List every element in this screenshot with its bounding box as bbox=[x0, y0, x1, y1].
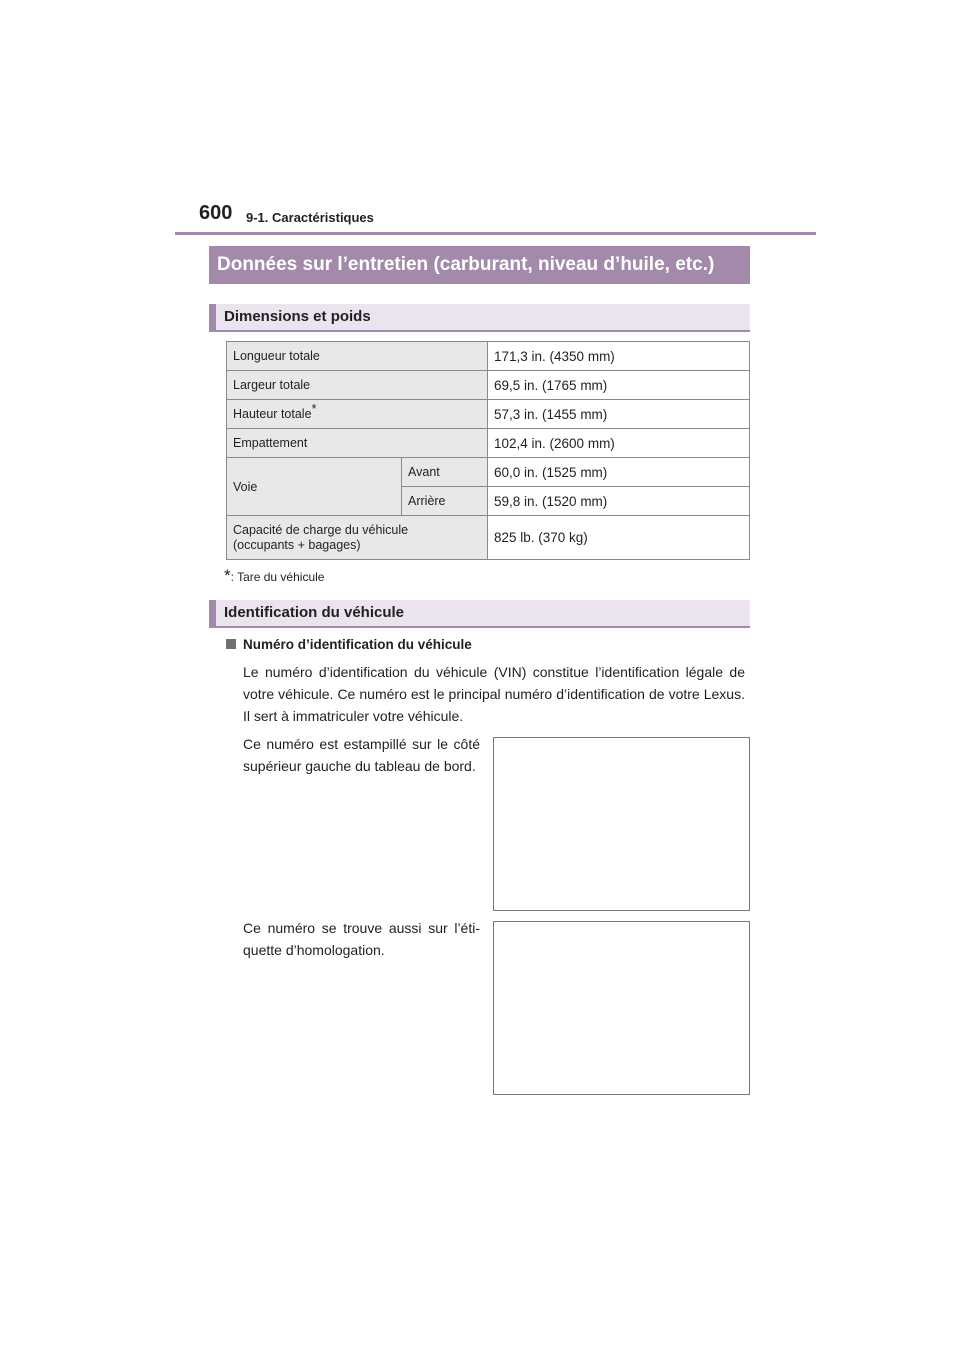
table-cell-value: 171,3 in. (4350 mm) bbox=[488, 342, 750, 371]
table-cell-value: 102,4 in. (2600 mm) bbox=[488, 429, 750, 458]
dimensions-table bbox=[226, 341, 750, 560]
label-text: Hauteur totale bbox=[233, 407, 312, 421]
table-cell-value: 59,8 in. (1520 mm) bbox=[488, 487, 750, 516]
section-title: 9-1. Caractéristiques bbox=[246, 210, 374, 225]
table-row bbox=[227, 458, 750, 487]
table-row bbox=[227, 342, 750, 371]
table-row bbox=[227, 400, 750, 429]
table-cell-label: Largeur totale bbox=[227, 371, 488, 400]
dimensions-heading: Dimensions et poids bbox=[209, 304, 750, 332]
table-cell-label bbox=[227, 400, 488, 429]
table-cell-sublabel: Arrière bbox=[402, 487, 488, 516]
footnote bbox=[224, 566, 324, 586]
dashboard-vin-illustration bbox=[493, 737, 750, 911]
table-cell-value: 69,5 in. (1765 mm) bbox=[488, 371, 750, 400]
header-divider bbox=[175, 232, 816, 235]
certification-label-illustration bbox=[493, 921, 750, 1095]
bullet-heading-text: Numéro d’identification du véhicule bbox=[243, 637, 472, 652]
bullet-heading bbox=[226, 637, 472, 652]
table-row bbox=[227, 429, 750, 458]
page-number: 600 bbox=[199, 202, 233, 224]
table-row bbox=[227, 371, 750, 400]
square-bullet-icon bbox=[226, 639, 236, 649]
table-cell-value: 825 lb. (370 kg) bbox=[488, 516, 750, 560]
label-location-text: Ce numéro se trouve aussi sur l’éti-quette d’homologation. bbox=[243, 920, 480, 958]
table-cell-value: 60,0 in. (1525 mm) bbox=[488, 458, 750, 487]
table-cell-label: Longueur totale bbox=[227, 342, 488, 371]
footnote-text: : Tare du véhicule bbox=[230, 570, 325, 584]
label-line: Capacité de charge du véhicule bbox=[233, 522, 409, 537]
asterisk-mark: * bbox=[224, 566, 231, 585]
table-cell-value: 57,3 in. (1455 mm) bbox=[488, 400, 750, 429]
table-cell-label bbox=[227, 516, 488, 560]
table-row bbox=[227, 516, 750, 560]
table-cell-label: Empattement bbox=[227, 429, 488, 458]
label-line: (occupants + bagages) bbox=[233, 537, 361, 552]
asterisk-mark: * bbox=[311, 400, 317, 416]
intro-paragraph: Le numéro d’identification du véhicule (VIN) constitue l’identification légale de votre véhicule. Ce numéro est le principal numéro d’identification de votre Lexus. Il sert à immatriculer votre véhicule. bbox=[243, 664, 745, 724]
main-heading: Données sur l’entretien (carburant, niveau d’huile, etc.) bbox=[209, 246, 750, 284]
table-cell-sublabel: Avant bbox=[402, 458, 488, 487]
dashboard-location-text: Ce numéro est estampillé sur le côté supérieur gauche du tableau de bord. bbox=[243, 736, 480, 774]
table-cell-label: Voie bbox=[227, 458, 402, 516]
identification-heading: Identification du véhicule bbox=[209, 600, 750, 628]
